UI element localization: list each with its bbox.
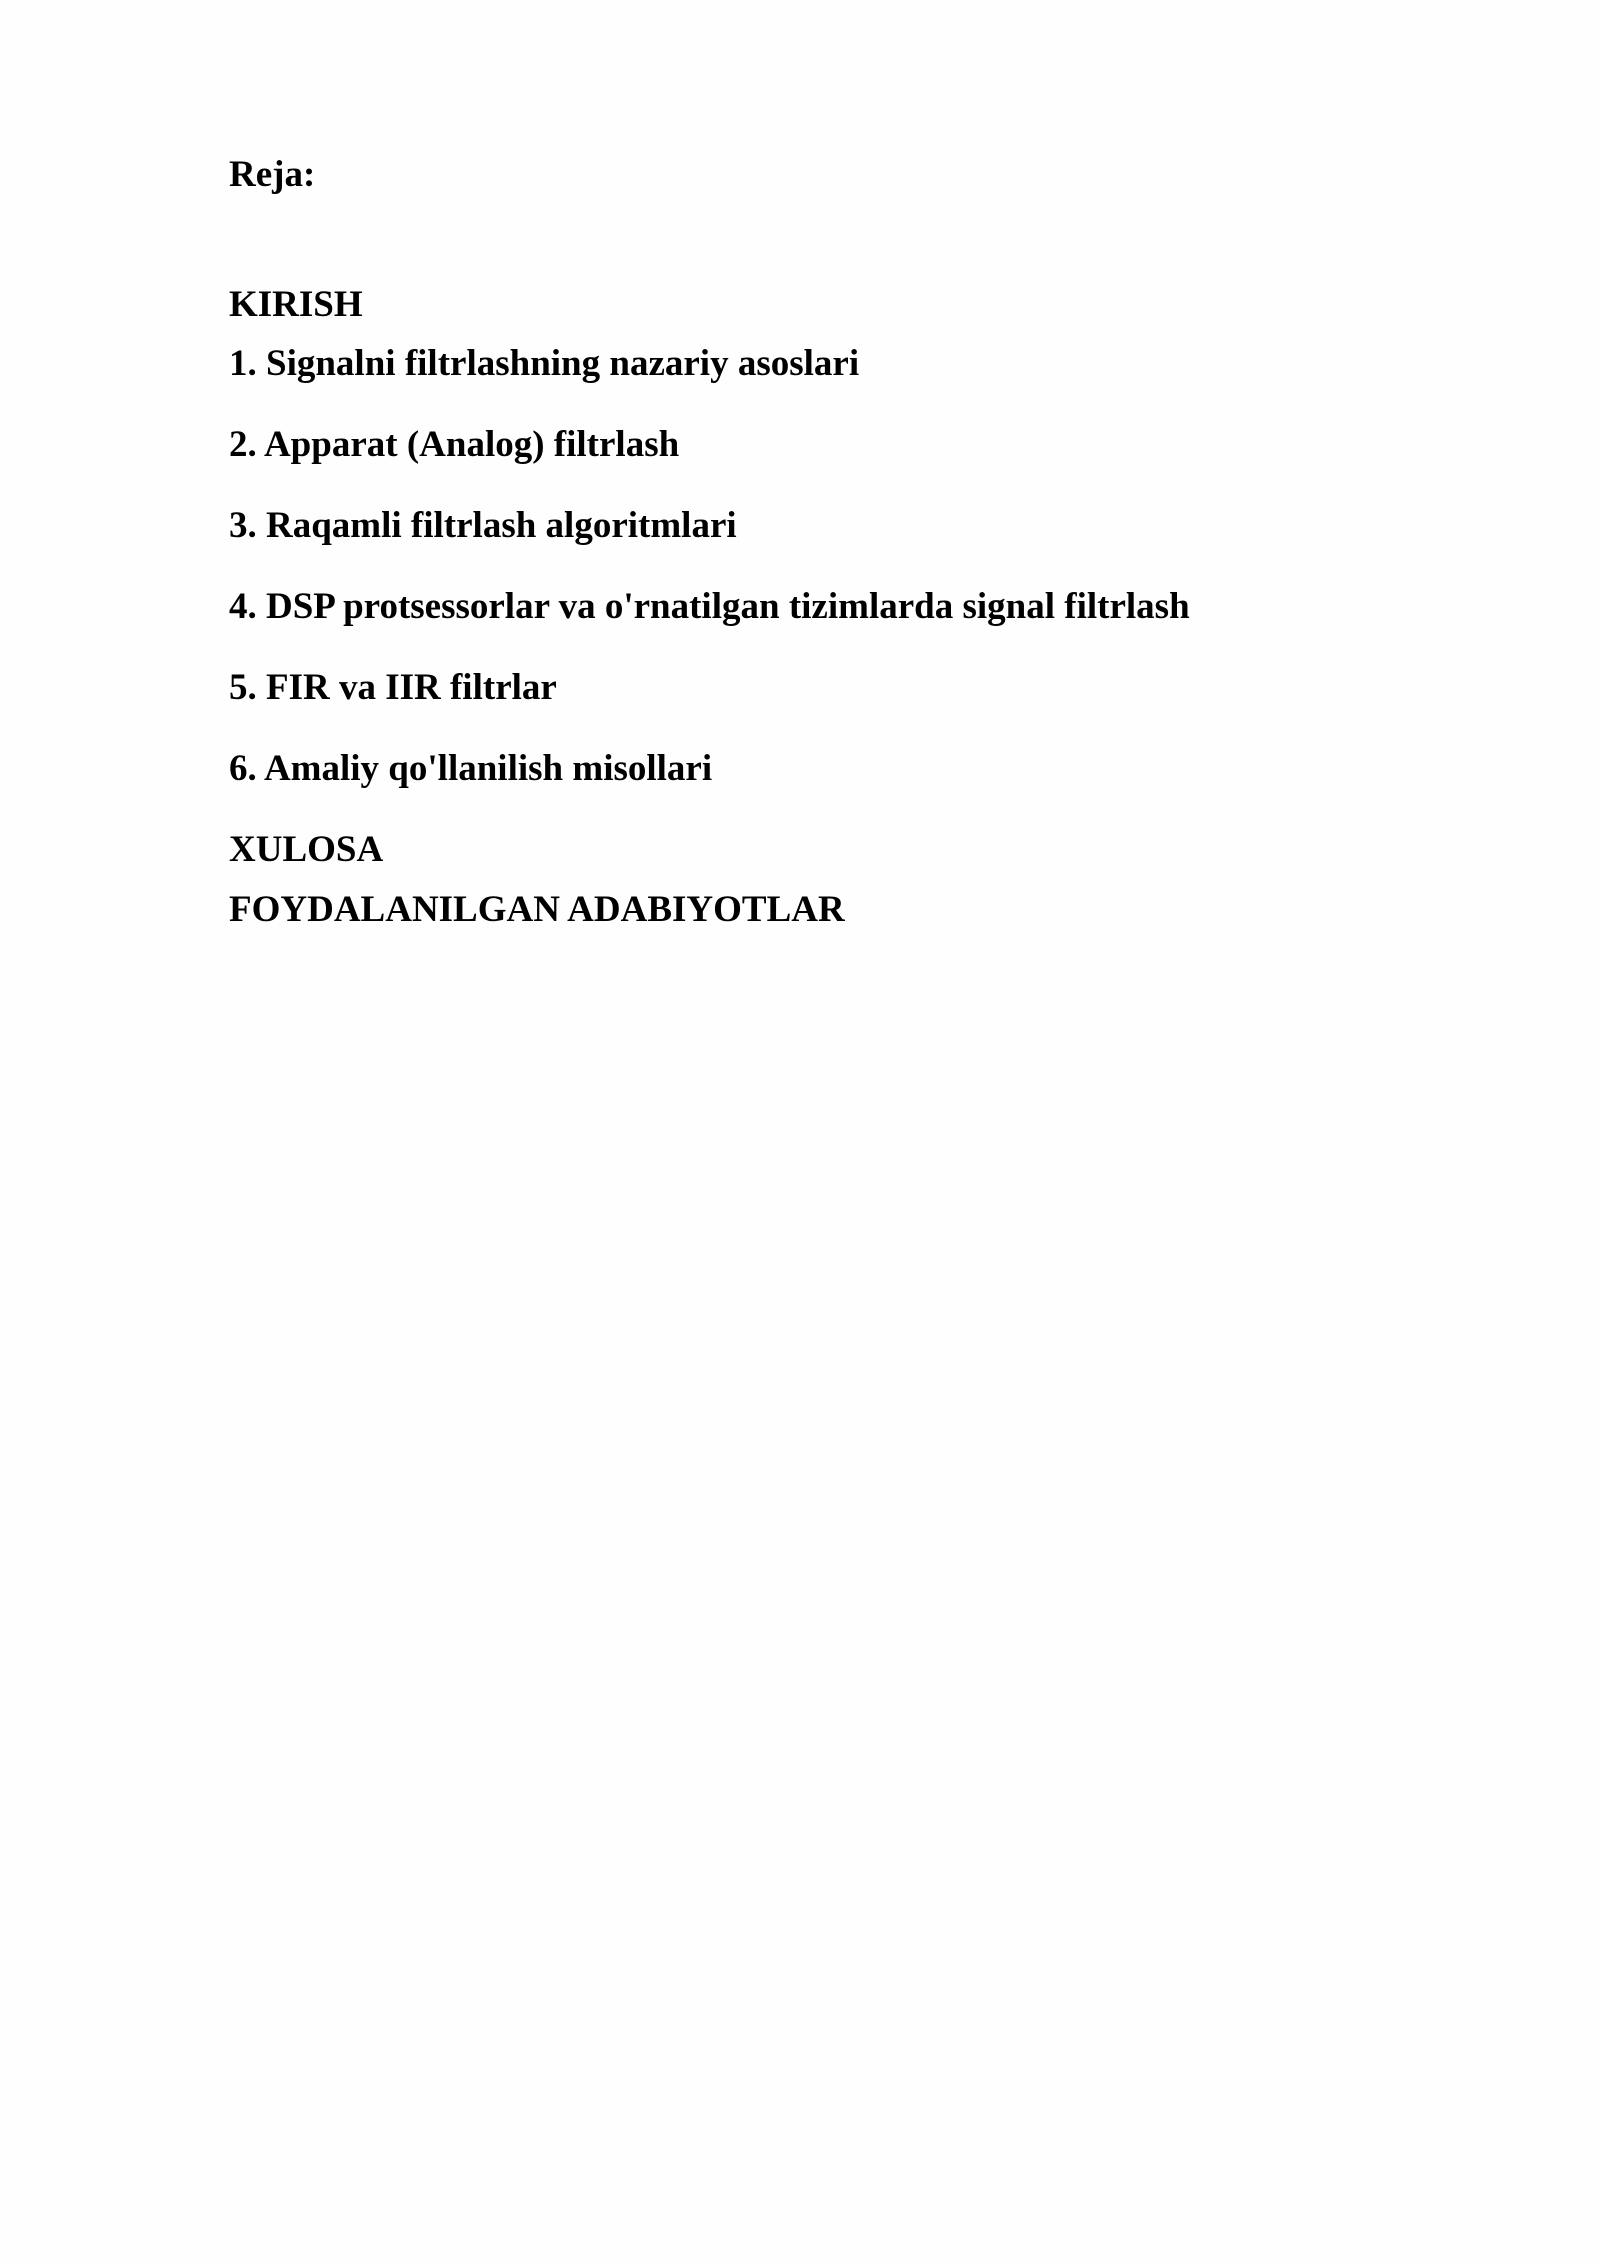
toc-introduction: KIRISH [229,284,363,325]
toc-item-2: 2. Apparat (Analog) filtrlash [229,424,680,465]
toc-item-5: 5. FIR va IIR filtrlar [229,667,557,708]
plan-heading: Reja: [229,154,316,195]
toc-item-6: 6. Amaliy qo'llanilish misollari [229,748,713,789]
toc-item-3: 3. Raqamli filtrlash algoritmlari [229,505,737,546]
toc-item-4: 4. DSP protsessorlar va o'rnatilgan tizimlarda signal filtrlash [229,586,1190,627]
toc-conclusion: XULOSA [229,829,384,870]
toc-references: FOYDALANILGAN ADABIYOTLAR [229,889,845,930]
toc-item-1: 1. Signalni filtrlashning nazariy asoslari [229,343,860,384]
